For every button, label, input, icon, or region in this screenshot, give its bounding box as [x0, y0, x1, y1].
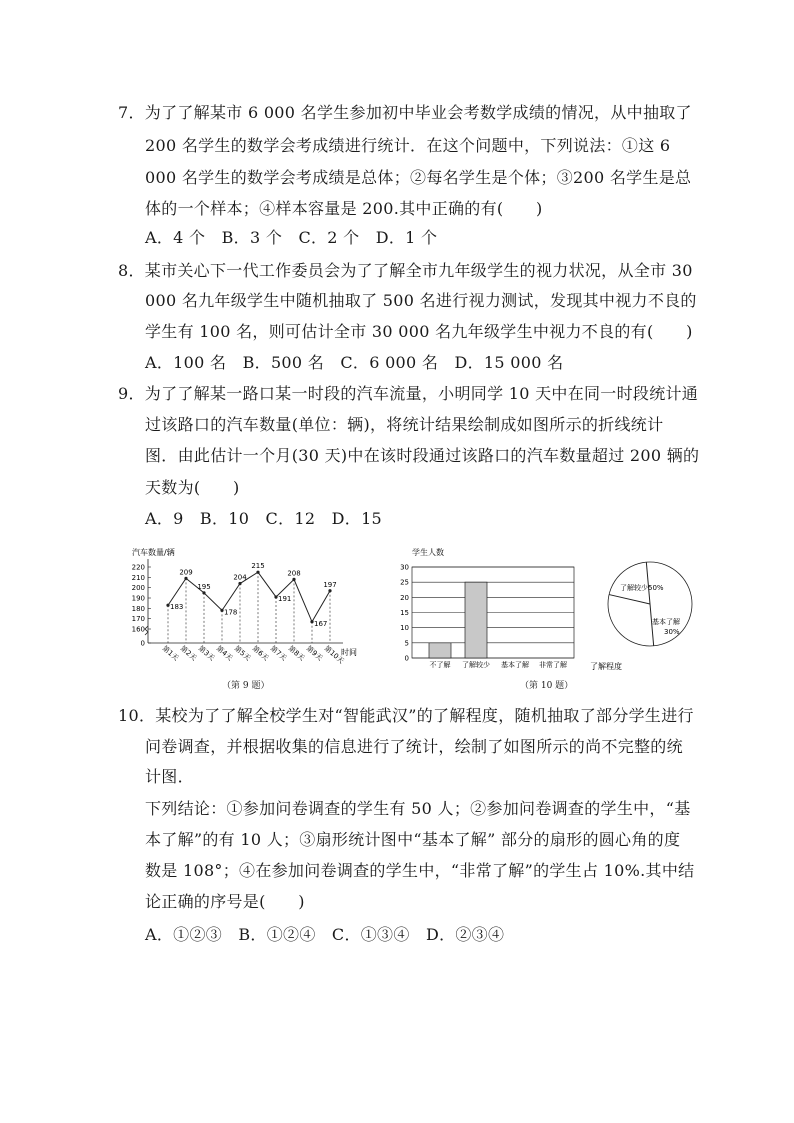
- fig9-ytick-label: 190: [131, 594, 145, 603]
- fig9-ytick-label: 180: [131, 604, 145, 613]
- fig10-pie-label: 30%: [664, 628, 680, 636]
- q9-line-2: 过该路口的汽车数量(单位：辆)，将统计结果绘制成如图所示的折线统计: [145, 415, 664, 434]
- q7-line-2: 200 名学生的数学会考成绩进行统计．在这个问题中，下列说法：①这 6: [145, 136, 671, 155]
- fig10-category-label: 不了解: [429, 661, 451, 669]
- fig10-category-label: 了解较少: [462, 661, 490, 669]
- fig9-ytick-label: 200: [131, 584, 145, 593]
- q10-line-1: 10．某校为了了解全校学生对“智能武汉”的了解程度，随机抽取了部分学生进行: [118, 706, 694, 725]
- fig10-category-label: 非常了解: [539, 661, 567, 669]
- fig9-data-label: 167: [314, 619, 328, 628]
- fig10-bar: [429, 643, 451, 658]
- q10-line-2: 问卷调查，并根据收集的信息进行了统计，绘制了如图所示的尚不完整的统: [145, 737, 683, 756]
- fig9-x-tick-label: 第6天: [250, 644, 271, 663]
- q7-options: A．4 个 B．3 个 C．2 个 D．1 个: [145, 228, 438, 247]
- fig9-data-label: 209: [179, 568, 193, 577]
- q10-line-7: 论正确的序号是( ): [145, 892, 305, 911]
- fig9-data-label: 204: [233, 573, 247, 582]
- line-chart-fig9: [128, 545, 378, 690]
- fig9-ytick-label: 220: [131, 563, 145, 572]
- fig9-x-tick-label: 第10天: [322, 644, 346, 666]
- fig9-ylabel: 汽车数量/辆: [132, 548, 175, 557]
- pie-chart-fig10: [600, 560, 700, 650]
- fig10-xlabel: 了解程度: [590, 662, 622, 671]
- fig9-xlabel: 时间: [341, 648, 357, 657]
- fig9-x-tick-label: 第2天: [178, 644, 199, 663]
- fig9-x-tick-label: 第4天: [214, 644, 235, 663]
- fig10-category-label: 基本了解: [501, 661, 529, 669]
- fig10-pie-label: 了解较少50%: [620, 584, 664, 592]
- bar-chart-fig10: [398, 545, 628, 675]
- fig10-ytick-label: 15: [400, 609, 409, 617]
- fig9-x-tick-label: 第5天: [232, 644, 253, 663]
- fig10-ytick-label: 10: [400, 624, 409, 633]
- q8-line-2: 000 名九年级学生中随机抽取了 500 名进行视力测试，发现其中视力不良的: [145, 291, 697, 310]
- fig9-ytick-label: 170: [131, 615, 145, 624]
- fig9-point: [328, 589, 331, 592]
- fig9-data-label: 183: [170, 603, 184, 612]
- fig9-data-label: 178: [224, 608, 238, 617]
- fig10-ytick-label: 5: [404, 639, 409, 648]
- q10-line-5: 本了解”的有 10 人；③扇形统计图中“基本了解” 部分的扇形的圆心角的度: [145, 830, 681, 849]
- q10-line-3: 计图．: [145, 767, 194, 786]
- fig9-point: [292, 578, 295, 581]
- fig9-axis-break: [145, 626, 148, 635]
- q8-options: A．100 名 B．500 名 C．6 000 名 D．15 000 名: [145, 353, 564, 372]
- q10-line-6: 数是 108°；④在参加问卷调查的学生中，“非常了解”的学生占 10%.其中结: [145, 861, 695, 880]
- fig9-ytick-label: 0: [140, 639, 145, 648]
- fig9-x-tick-label: 第7天: [268, 644, 289, 663]
- fig10-pie-label: 基本了解: [652, 618, 680, 626]
- fig10-ytick-label: 0: [404, 654, 409, 663]
- q9-line-3: 图．由此估计一个月(30 天)中在该时段通过该路口的汽车数量超过 200 辆的: [145, 446, 700, 465]
- fig10-ytick-label: 30: [400, 563, 409, 572]
- q7-line-3: 000 名学生的数学会考成绩是总体；②每名学生是个体；③200 名学生是总: [145, 168, 692, 187]
- q10-options: A．①②③ B．①②④ C．①③④ D．②③④: [145, 925, 505, 944]
- q10-line-4: 下列结论：①参加问卷调查的学生有 50 人；②参加问卷调查的学生中，“基: [145, 799, 691, 818]
- fig9-x-tick-label: 第3天: [196, 644, 217, 663]
- fig9-data-label: 208: [287, 569, 301, 578]
- q9-options: A．9 B．10 C．12 D．15: [145, 509, 383, 528]
- fig9-x-tick-label: 第8天: [286, 644, 307, 663]
- fig9-point: [202, 591, 205, 594]
- q9-line-1: 9．为了了解某一路口某一时段的汽车流量，小明同学 10 天中在同一时段统计通: [118, 384, 699, 403]
- fig10-ylabel: 学生人数: [412, 548, 444, 557]
- q8-line-3: 学生有 100 名，则可估计全市 30 000 名九年级学生中视力不良的有( ): [145, 322, 693, 341]
- q7-line-1: 7．为了了解某市 6 000 名学生参加初中毕业会考数学成绩的情况，从中抽取了: [118, 103, 692, 122]
- fig10-bar: [465, 582, 487, 658]
- fig10-ytick-label: 20: [400, 593, 409, 602]
- fig9-x-tick-label: 第1天: [160, 644, 181, 663]
- fig10-caption: （第 10 题）: [520, 681, 574, 691]
- fig9-point: [256, 571, 259, 574]
- fig9-data-label: 215: [251, 562, 265, 571]
- q9-line-4: 天数为( ): [145, 478, 240, 497]
- fig10-ytick-label: 25: [400, 578, 409, 587]
- fig9-x-tick-label: 第9天: [304, 644, 325, 663]
- q8-line-1: 8．某市关心下一代工作委员会为了了解全市九年级学生的视力状况，从全市 30: [118, 261, 693, 280]
- fig9-point: [238, 582, 241, 585]
- fig9-data-label: 197: [323, 580, 337, 589]
- fig9-ytick-label: 160: [131, 625, 145, 634]
- fig9-data-label: 195: [197, 582, 211, 591]
- fig9-point: [184, 577, 187, 580]
- fig9-data-label: 191: [278, 594, 292, 603]
- q7-line-4: 体的一个样本；④样本容量是 200.其中正确的有( ): [145, 199, 543, 218]
- fig9-ytick-label: 210: [131, 573, 145, 582]
- fig9-caption: （第 9 题）: [222, 681, 270, 691]
- fig9-series-line: [168, 572, 330, 622]
